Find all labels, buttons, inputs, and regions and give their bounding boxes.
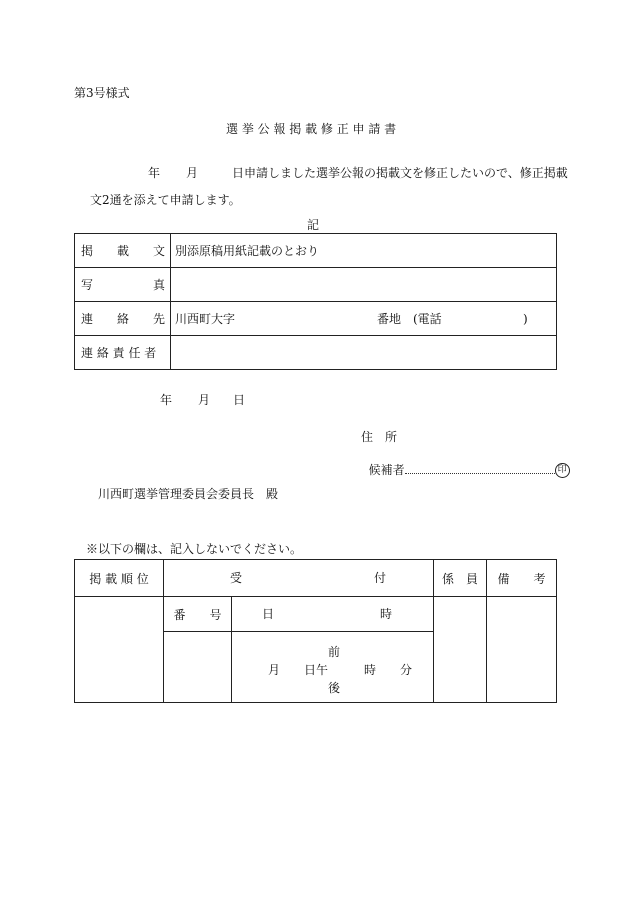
intro-year: 年 [148,166,161,180]
header-receipt-right: 付 [374,571,387,585]
main-table [74,233,557,370]
date-month: 月 [198,393,211,407]
pm-label: 後 [328,681,341,695]
office-use-table [74,559,557,703]
value-photo[interactable] [171,268,557,302]
label-keisaibun: 掲 載 文 [75,234,171,268]
intro-month: 月 [186,166,199,180]
subheader-datetime [232,597,434,632]
header-order: 掲 載 順 位 [75,560,164,597]
intro-text: 日申請しました選挙公報の掲載文を修正したいので、修正掲載 [232,166,568,180]
cell-remarks [487,597,557,703]
time-line: 月 日午 時 分 [268,663,413,677]
candidate-line [361,451,570,478]
seal-icon: 印 [555,463,570,478]
candidate-name-line[interactable] [405,463,555,474]
office-use-note: ※以下の欄は、記入しないでください。 [86,542,303,556]
contact-close-paren: ) [523,312,528,326]
intro-text-line2: 文2通を添えて申請します。 [90,193,241,207]
address-label: 住 所 [361,430,398,444]
cell-order [75,597,164,703]
addressee: 川西町選挙管理委員会委員長 殿 [98,487,279,501]
date-year: 年 [160,393,173,407]
ki-heading: 記 [307,218,320,232]
header-receipt-left: 受 [230,571,243,585]
label-responsible: 連 絡 責 任 者 [75,336,171,370]
header-remarks: 備 考 [487,560,557,597]
document-title: 選 挙 公 報 掲 載 修 正 申 請 書 [226,122,397,136]
label-photo: 写 真 [75,268,171,302]
candidate-label: 候補者 [368,463,405,477]
subheader-hour: 時 [380,607,393,621]
form-number: 第3号様式 [74,86,130,100]
cell-number [164,632,232,703]
am-label: 前 [328,645,341,659]
label-contact: 連 絡 先 [75,302,171,336]
value-keisaibun: 別添原稿用紙記載のとおり [171,234,557,268]
contact-banchi-phone: 番地 (電話 [377,312,442,326]
header-receipt [164,560,434,597]
contact-address: 川西町大字 [175,312,236,326]
value-contact[interactable] [171,302,557,336]
header-staff: 係 員 [434,560,487,597]
value-responsible[interactable] [171,336,557,370]
cell-staff [434,597,487,703]
subheader-day: 日 [262,607,275,621]
date-day: 日 [233,393,246,407]
cell-datetime [232,632,434,703]
subheader-number: 番 号 [164,597,232,632]
